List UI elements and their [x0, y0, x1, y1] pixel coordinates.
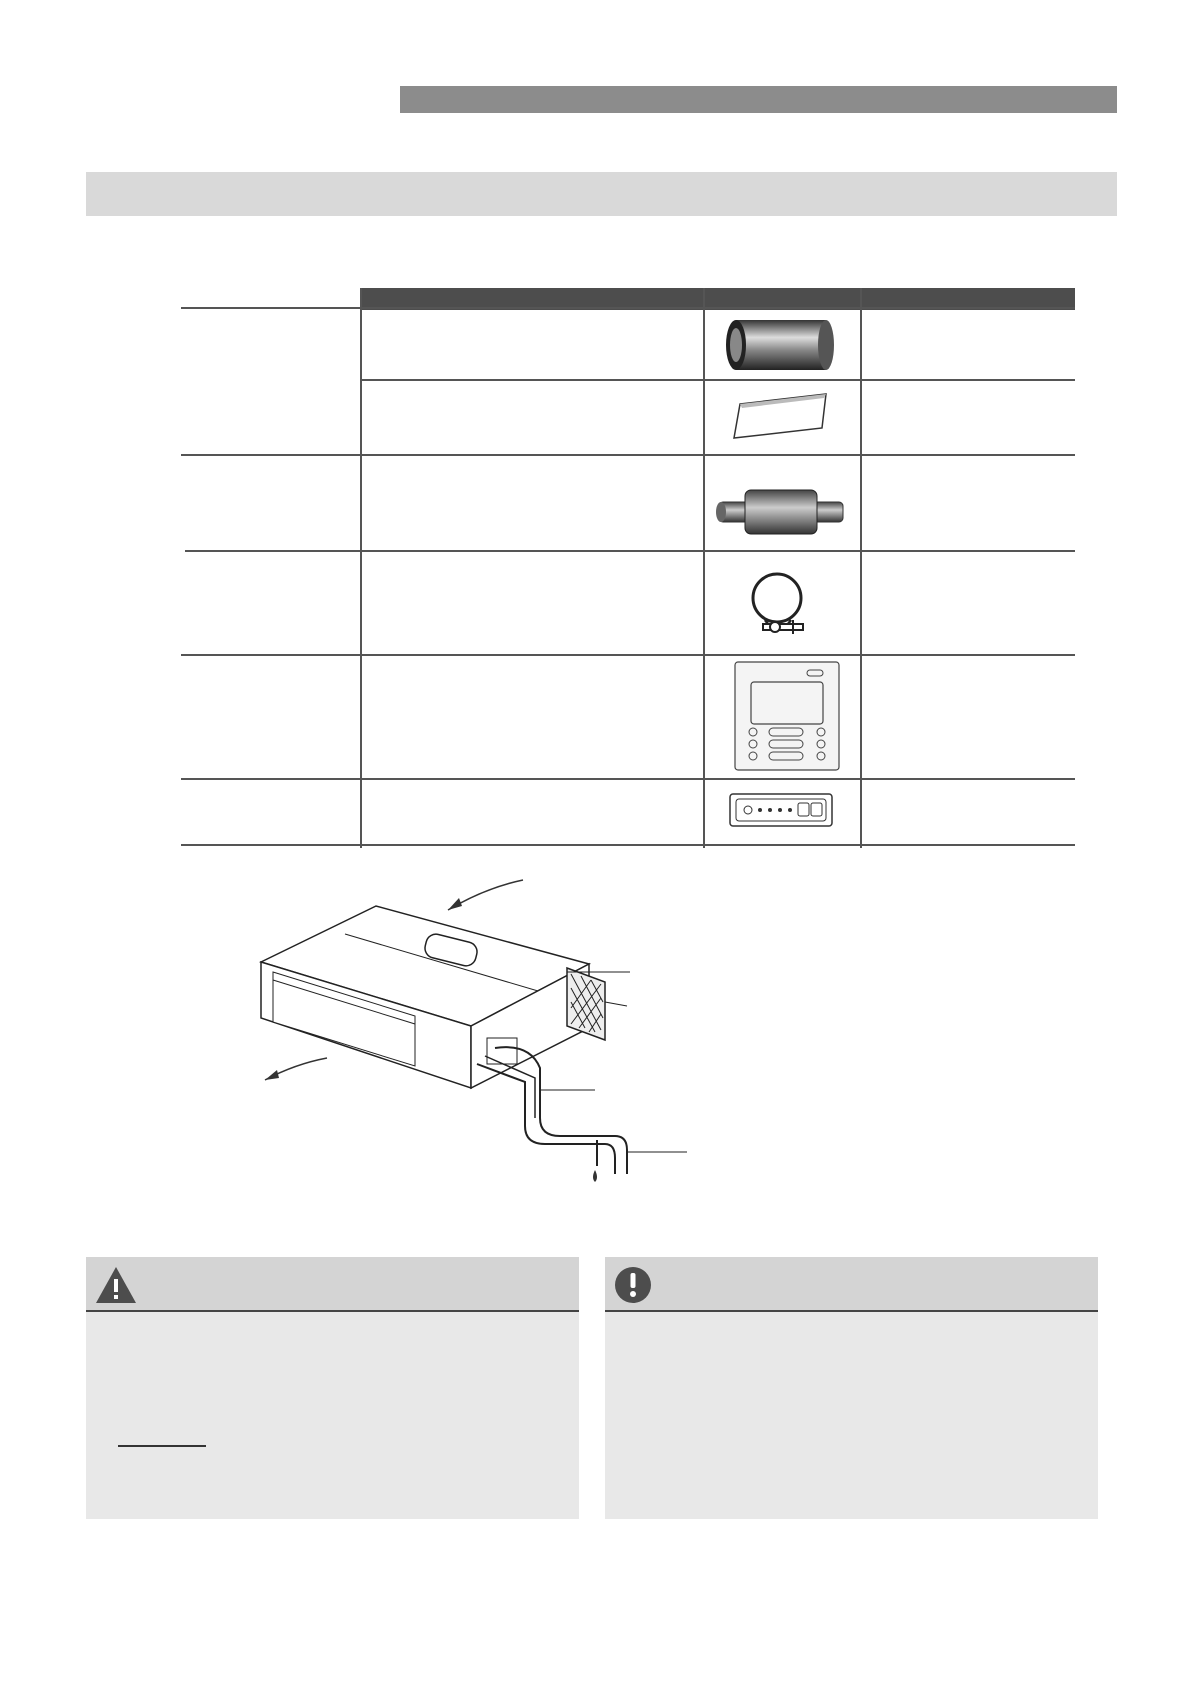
- ducted-indoor-unit-icon: [255, 868, 705, 1198]
- table-row-line: [181, 778, 1075, 780]
- table-row-line: [360, 379, 1075, 381]
- warning-box: [86, 1257, 579, 1519]
- table-divider: [360, 288, 362, 848]
- table-row-line: [181, 844, 1075, 846]
- exclamation-circle-icon: [613, 1265, 657, 1305]
- table-divider: [860, 288, 862, 848]
- table-row-line: [181, 654, 1075, 656]
- warning-underline: [118, 1445, 206, 1447]
- table-row-line: [181, 307, 1075, 309]
- insulation-sleeve-icon: [716, 312, 846, 376]
- table-divider: [703, 288, 705, 848]
- display-board-icon: [726, 790, 836, 832]
- warning-body: [86, 1312, 579, 1519]
- header-bar: [400, 86, 1117, 113]
- caution-body: [605, 1312, 1098, 1519]
- table-row-line: [181, 454, 1075, 456]
- warning-header: [86, 1257, 579, 1312]
- section-title-bar: [86, 172, 1117, 216]
- warning-triangle-icon: [94, 1265, 138, 1305]
- sealing-sponge-icon: [726, 392, 836, 444]
- table-row-line: [185, 550, 1075, 552]
- wired-controller-icon: [733, 660, 841, 772]
- hose-clamp-icon: [741, 566, 821, 642]
- caution-box: [605, 1257, 1098, 1519]
- drain-joint-icon: [711, 484, 851, 540]
- caution-header: [605, 1257, 1098, 1312]
- accessories-table: [181, 288, 1075, 848]
